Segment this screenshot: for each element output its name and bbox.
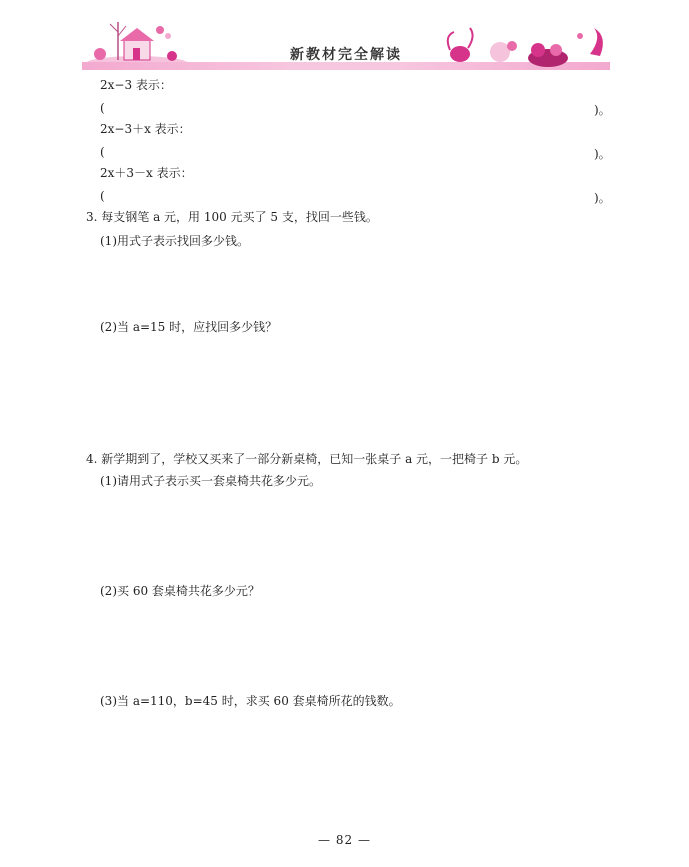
answer-paren-open-1: ( [100, 101, 105, 115]
question-4-part-3: (3)当 a=110，b=45 时，求买 60 套桌椅所花的钱数。 [100, 694, 401, 708]
answer-paren-open-3: ( [100, 189, 105, 203]
expression-line-2: 2x−3＋x 表示： [100, 122, 191, 136]
answer-blank-1[interactable] [110, 100, 590, 116]
expression-line-1: 2x−3 表示： [100, 78, 172, 92]
question-3-part-2: (2)当 a=15 时，应找回多少钱？ [100, 320, 278, 334]
page-header [82, 14, 610, 76]
answer-blank-2[interactable] [110, 144, 590, 160]
header-title: 新教材完全解读 [290, 47, 402, 63]
page-number: — 82 — [318, 833, 371, 847]
expression-line-3: 2x＋3－x 表示： [100, 166, 193, 180]
question-4-part-1: (1)请用式子表示买一套桌椅共花多少元。 [100, 474, 321, 488]
answer-paren-close-1: )。 [594, 103, 611, 117]
question-3-stem: 3. 每支钢笔 a 元，用 100 元买了 5 支，找回一些钱。 [86, 210, 378, 224]
answer-paren-close-3: )。 [594, 191, 611, 205]
question-4-part-2: (2)买 60 套桌椅共花多少元？ [100, 584, 260, 598]
answer-paren-close-2: )。 [594, 147, 611, 161]
flower-decoration-icon [440, 24, 610, 70]
question-3-part-1: (1)用式子表示找回多少钱。 [100, 234, 249, 248]
answer-paren-open-2: ( [100, 145, 105, 159]
answer-blank-3[interactable] [110, 188, 590, 204]
question-4-stem: 4. 新学期到了，学校又买来了一部分新桌椅，已知一张桌子 a 元，一把椅子 b 元。 [86, 452, 528, 466]
